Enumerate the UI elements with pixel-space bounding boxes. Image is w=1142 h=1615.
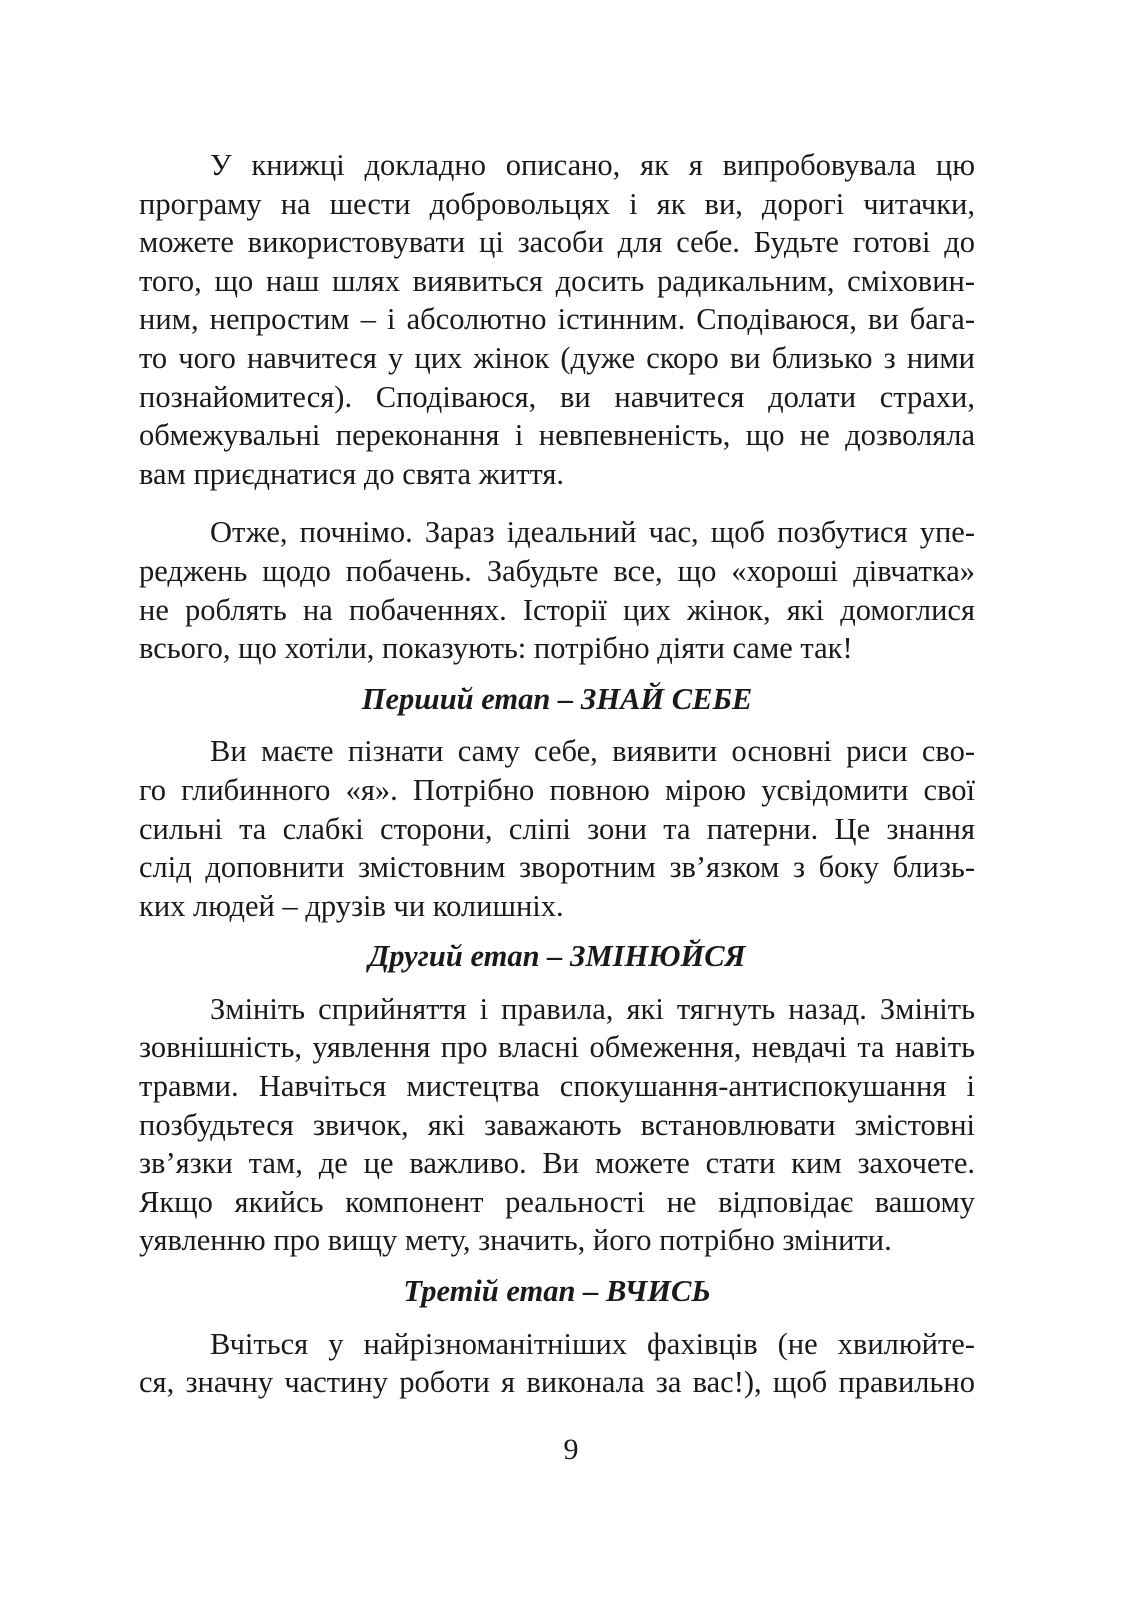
text-line: Вчіться у найрізноманітніших фахівців (не хвилюйте-	[210, 1326, 975, 1361]
paragraph-learn	[139, 1325, 975, 1402]
text-line: познайомитеся). Сподіваюся, ви навчитеся долати страхи,	[139, 379, 975, 414]
text-line: всього, що хотіли, показують: потрібно діяти саме так!	[139, 631, 853, 666]
text-line: вам приєднатися до свята життя.	[139, 456, 565, 491]
section-heading-change: Другий етап – ЗМІНЮЙСЯ	[368, 939, 746, 974]
text-line: Змініть сприйняття і правила, які тягнуть назад. Змініть	[210, 991, 975, 1026]
paragraph-start	[139, 513, 975, 667]
text-line: Ви маєте пізнати саму себе, виявити основні риси сво-	[210, 734, 975, 769]
text-line: ним, непростим – і абсолютно істинним. Сподіваюся, ви бага-	[139, 302, 975, 337]
text-line: травми. Навчіться мистецтва спокушання-антиспокушання і	[139, 1069, 975, 1104]
text-line: уявленню про вищу мету, значить, його потрібно змінити.	[139, 1223, 892, 1258]
text-line: реджень щодо побачень. Забудьте все, що «хороші дівчатка»	[139, 553, 975, 588]
section-heading-learn: Третій етап – ВЧИСЬ	[403, 1274, 711, 1309]
text-line: того, що наш шлях виявиться досить радикальним, сміховин-	[139, 263, 975, 298]
text-line: можете використовувати ці засоби для себе. Будьте готові до	[139, 225, 975, 260]
text-line: сильні та слабкі сторони, сліпі зони та патерни. Це знання	[139, 811, 975, 846]
text-line: слід доповнити змістовним зворотним зв’язком з боку близь-	[139, 850, 975, 885]
text-line: обмежувальні переконання і невпевненість, що не дозволяла	[139, 418, 975, 453]
paragraph-know-yourself	[139, 732, 975, 925]
text-line: ких людей – друзів чи колишніх.	[139, 888, 564, 923]
text-line: не роблять на побаченнях. Історії цих жінок, які домоглися	[139, 592, 975, 627]
text-line: Якщо якийсь компонент реальності не відповідає вашому	[139, 1184, 975, 1219]
text-line: то чого навчитеся у цих жінок (дуже скоро ви близько з ними	[139, 340, 975, 375]
text-line: зовнішність, уявлення про власні обмеження, невдачі та навіть	[139, 1030, 975, 1065]
paragraph-gap	[139, 493, 975, 513]
text-line: У книжці докладно описано, як я випробовувала цю	[210, 148, 975, 182]
paragraph-intro	[139, 146, 975, 493]
page-number: 9	[563, 1433, 579, 1466]
text-line: програму на шести добровольцях і як ви, дорогі читачки,	[139, 186, 975, 221]
text-line: ся, значну частину роботи я виконала за вас!), щоб правильно	[139, 1365, 975, 1400]
text-line: позбудьтеся звичок, які заважають встановлювати змістовні	[139, 1107, 975, 1142]
text-line: Отже, почнімо. Зараз ідеальний час, щоб позбутися упе-	[210, 515, 975, 550]
page-body	[139, 146, 975, 1402]
section-heading-know-yourself: Перший етап – ЗНАЙ СЕБЕ	[361, 681, 753, 716]
text-line: го глибинного «я». Потрібно повною мірою усвідомити свої	[139, 772, 975, 807]
text-line: зв’язки там, де це важливо. Ви можете стати ким захочете.	[139, 1146, 975, 1181]
paragraph-change	[139, 990, 975, 1260]
